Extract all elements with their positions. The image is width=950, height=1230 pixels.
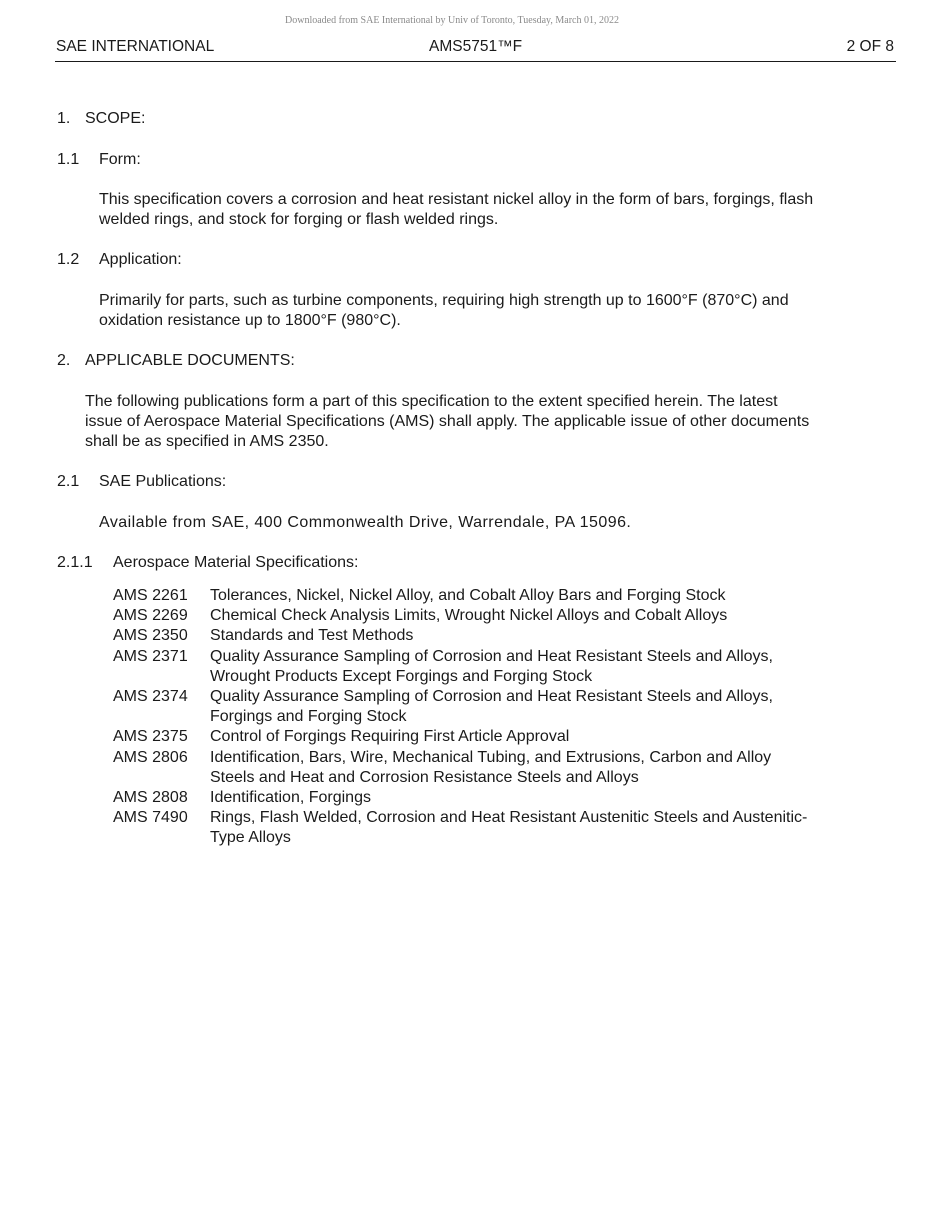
section-1-2-number: 1.2: [57, 251, 80, 268]
section-1-heading: SCOPE:: [85, 110, 146, 127]
section-1-number: 1.: [57, 110, 71, 127]
document-title-line: Tolerances, Nickel, Nickel Alloy, and Cobalt Alloy Bars and Forging Stock: [210, 587, 726, 604]
section-1-2-body-line: oxidation resistance up to 1800°F (980°C).: [99, 312, 401, 329]
document-title: [210, 647, 860, 687]
section-2-body-line: issue of Aerospace Material Specifications (AMS) shall apply. The applicable issue of other documents: [85, 413, 810, 430]
section-2-1-1-number: 2.1.1: [57, 554, 93, 571]
document-code: AMS 2261: [113, 587, 188, 604]
document-code: AMS 2374: [113, 688, 188, 705]
document-title-line: Quality Assurance Sampling of Corrosion and Heat Resistant Steels and Alloys,: [210, 688, 773, 705]
section-2-body-line: shall be as specified in AMS 2350.: [85, 433, 329, 450]
section-2-1-number: 2.1: [57, 473, 80, 490]
document-title: [210, 808, 860, 848]
section-2-body-line: The following publications form a part of this specification to the extent specified herein. The latest: [85, 393, 778, 410]
document-title: [210, 626, 860, 646]
document-title: [210, 788, 860, 808]
document-title: [210, 727, 860, 747]
document-code: AMS 2808: [113, 789, 188, 806]
section-2-1-heading: SAE Publications:: [99, 473, 227, 490]
document-title-line: Forgings and Forging Stock: [210, 708, 407, 726]
document-code: AMS 7490: [113, 809, 188, 827]
document-title-line: Wrought Products Except Forgings and Forging Stock: [210, 667, 593, 685]
section-2-heading: APPLICABLE DOCUMENTS:: [85, 352, 295, 369]
document-title-line: Identification, Bars, Wire, Mechanical Tubing, and Extrusions, Carbon and Alloy: [210, 748, 772, 766]
section-1-1-body-line: This specification covers a corrosion and heat resistant nickel alloy in the form of bars, forgings, flash: [99, 191, 814, 208]
header-publisher: SAE INTERNATIONAL: [56, 38, 215, 55]
document-code: AMS 2371: [113, 647, 188, 665]
document-title-line: Steels and Heat and Corrosion Resistance Steels and Alloys: [210, 768, 639, 786]
document-code: AMS 2269: [113, 607, 188, 625]
document-title-line: Identification, Forgings: [210, 789, 371, 806]
document-title: [210, 606, 860, 626]
section-2-1-1-heading: Aerospace Material Specifications:: [113, 554, 359, 571]
document-title-line: Rings, Flash Welded, Corrosion and Heat Resistant Austenitic Steels and Austenitic-: [210, 809, 808, 827]
section-2-number: 2.: [57, 352, 71, 369]
document-code: AMS 2375: [113, 728, 188, 746]
section-1-1-body-line: welded rings, and stock for forging or flash welded rings.: [99, 211, 499, 228]
section-1-1-heading: Form:: [99, 151, 141, 168]
document-title-line: Quality Assurance Sampling of Corrosion and Heat Resistant Steels and Alloys,: [210, 647, 773, 665]
document-title-line: Control of Forgings Requiring First Article Approval: [210, 728, 570, 746]
document-title-line: Chemical Check Analysis Limits, Wrought Nickel Alloys and Cobalt Alloys: [210, 607, 728, 625]
document-title: [210, 687, 860, 727]
section-1-1-number: 1.1: [57, 151, 80, 168]
sae-address: Available from SAE, 400 Commonwealth Drive, Warrendale, PA 15096.: [99, 514, 632, 531]
document-title-line: Standards and Test Methods: [210, 627, 414, 645]
document-title: [210, 748, 860, 788]
header-document-number: AMS5751™F: [429, 38, 523, 55]
page-header: [55, 38, 896, 62]
section-1-2-body-line: Primarily for parts, such as turbine components, requiring high strength up to 1600°F (870°C) and: [99, 292, 789, 309]
header-page-number: 2 OF 8: [846, 38, 894, 55]
document-title: [210, 586, 860, 606]
section-1-2-heading: Application:: [99, 251, 182, 268]
document-code: AMS 2806: [113, 748, 188, 766]
download-watermark: Downloaded from SAE International by Univ of Toronto, Tuesday, March 01, 2022: [285, 15, 619, 26]
document-code: AMS 2350: [113, 627, 188, 645]
document-title-line: Type Alloys: [210, 829, 291, 847]
